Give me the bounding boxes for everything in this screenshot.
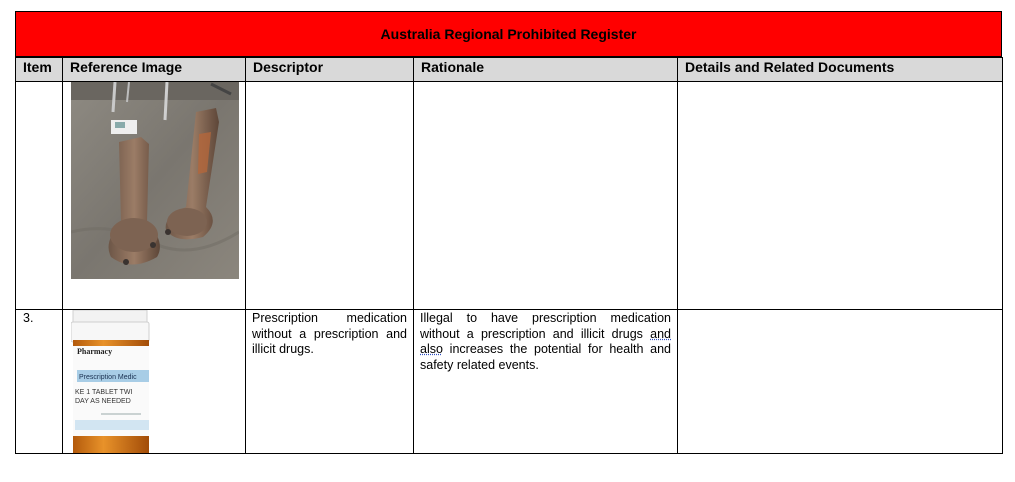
header-row (16, 58, 1003, 82)
bottle-instruction-2: DAY AS NEEDED (75, 398, 131, 405)
register-title: Australia Regional Prohibited Register (15, 11, 1002, 57)
prohibited-register (15, 11, 1002, 454)
descriptor-cell (246, 82, 414, 310)
bottle-instruction-1: KE 1 TABLET TWI (75, 389, 133, 396)
table-row (16, 82, 1003, 310)
details-cell (678, 82, 1003, 310)
prescription-bottle-photo (71, 310, 153, 453)
rationale-text-end: increases the potential for health and safety related events. (420, 342, 671, 372)
descriptor-cell: Prescription medication without a prescription and illicit drugs. (246, 310, 414, 454)
col-header-descriptor: Descriptor (246, 58, 414, 82)
rationale-cell (414, 310, 678, 454)
col-header-rationale: Rationale (414, 58, 678, 82)
register-table (15, 57, 1003, 454)
spellcheck-flagged-text[interactable]: and also (420, 326, 671, 356)
reference-image-cell (63, 310, 246, 454)
details-cell (678, 310, 1003, 454)
col-header-details: Details and Related Documents (678, 58, 1003, 82)
col-header-reference-image: Reference Image (63, 58, 246, 82)
table-row (16, 310, 1003, 454)
rusty-metal-stands-photo (71, 82, 239, 279)
item-cell (16, 82, 63, 310)
item-cell: 3. (16, 310, 63, 454)
bottle-label-title: Prescription Medic (79, 374, 137, 381)
rationale-cell (414, 82, 678, 310)
reference-image-cell (63, 82, 246, 310)
bottle-brand-text: Pharmacy (77, 347, 113, 356)
rationale-text-start: Illegal to have prescription medication without a prescription and illicit drugs (420, 311, 671, 341)
col-header-item: Item (16, 58, 63, 82)
